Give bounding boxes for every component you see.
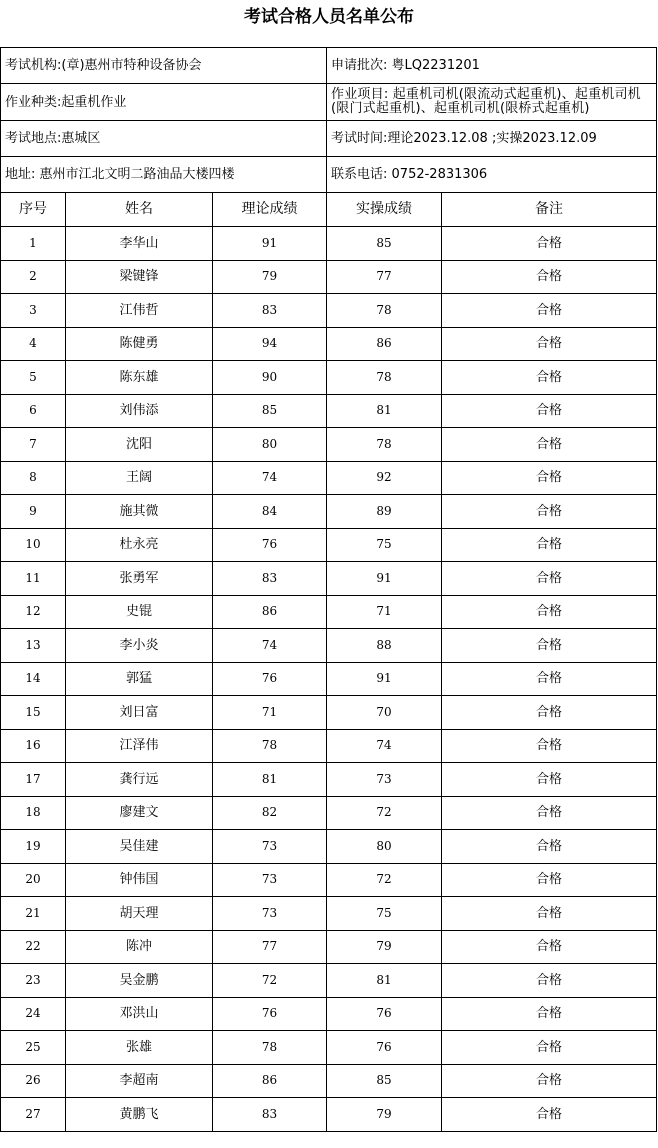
table-row [1,394,657,428]
table-row [1,629,657,663]
cell-practical-score: 79 [327,1098,442,1132]
cell-name: 廖建文 [66,796,213,830]
cell-index: 9 [1,495,66,529]
cell-name: 刘日富 [66,696,213,730]
table-row [1,729,657,763]
table-row [1,997,657,1031]
cell-name: 邓洪山 [66,997,213,1031]
cell-name: 江泽伟 [66,729,213,763]
cell-name: 郭猛 [66,662,213,696]
cell-index: 7 [1,428,66,462]
cell-practical-score: 74 [327,729,442,763]
page-title: 考试合格人员名单公布 [244,7,414,27]
cell-theory-score: 78 [213,729,327,763]
cell-practical-score: 80 [327,830,442,864]
cell-theory-score: 73 [213,863,327,897]
cell-index: 6 [1,394,66,428]
cell-remark: 合格 [442,696,657,730]
cell-theory-score: 73 [213,897,327,931]
cell-theory-score: 74 [213,461,327,495]
cell-practical-score: 79 [327,930,442,964]
cell-theory-score: 73 [213,830,327,864]
exam-org: 考试机构:(章)惠州市特种设备协会 [1,48,327,84]
cell-remark: 合格 [442,562,657,596]
approval-batch: 申请批次: 粤LQ2231201 [327,48,657,84]
cell-practical-score: 85 [327,227,442,261]
cell-name: 史锟 [66,595,213,629]
column-header: 备注 [442,193,657,227]
cell-theory-score: 84 [213,495,327,529]
cell-remark: 合格 [442,629,657,663]
cell-theory-score: 76 [213,528,327,562]
cell-remark: 合格 [442,897,657,931]
cell-index: 24 [1,997,66,1031]
cell-remark: 合格 [442,729,657,763]
cell-practical-score: 78 [327,428,442,462]
cell-practical-score: 77 [327,260,442,294]
cell-remark: 合格 [442,930,657,964]
table-row [1,1031,657,1065]
table-row [1,327,657,361]
cell-name: 钟伟国 [66,863,213,897]
table-row [1,428,657,462]
cell-theory-score: 81 [213,763,327,797]
cell-theory-score: 86 [213,595,327,629]
cell-name: 张勇军 [66,562,213,596]
cell-theory-score: 72 [213,964,327,998]
job-type: 作业种类:起重机作业 [1,84,327,121]
cell-name: 梁键锋 [66,260,213,294]
cell-index: 21 [1,897,66,931]
cell-practical-score: 91 [327,662,442,696]
cell-index: 11 [1,562,66,596]
cell-remark: 合格 [442,495,657,529]
cell-theory-score: 90 [213,361,327,395]
cell-practical-score: 78 [327,294,442,328]
cell-theory-score: 83 [213,294,327,328]
cell-practical-score: 89 [327,495,442,529]
cell-name: 杜永亮 [66,528,213,562]
cell-remark: 合格 [442,260,657,294]
cell-name: 陈东雄 [66,361,213,395]
cell-practical-score: 70 [327,696,442,730]
cell-index: 18 [1,796,66,830]
cell-index: 4 [1,327,66,361]
cell-index: 14 [1,662,66,696]
cell-theory-score: 83 [213,1098,327,1132]
cell-name: 吴金鹏 [66,964,213,998]
cell-index: 17 [1,763,66,797]
cell-practical-score: 72 [327,863,442,897]
exam-location: 考试地点:惠城区 [1,121,327,157]
cell-theory-score: 76 [213,997,327,1031]
cell-index: 22 [1,930,66,964]
table-row [1,260,657,294]
cell-theory-score: 71 [213,696,327,730]
cell-name: 李小炎 [66,629,213,663]
contact-phone: 联系电话: 0752-2831306 [327,157,657,193]
cell-theory-score: 79 [213,260,327,294]
cell-practical-score: 76 [327,997,442,1031]
cell-remark: 合格 [442,394,657,428]
cell-index: 3 [1,294,66,328]
cell-remark: 合格 [442,997,657,1031]
cell-remark: 合格 [442,1064,657,1098]
cell-theory-score: 82 [213,796,327,830]
cell-remark: 合格 [442,1031,657,1065]
cell-practical-score: 92 [327,461,442,495]
cell-remark: 合格 [442,964,657,998]
table-header [1,193,657,227]
cell-name: 李华山 [66,227,213,261]
cell-remark: 合格 [442,361,657,395]
cell-name: 吴佳建 [66,830,213,864]
cell-practical-score: 75 [327,897,442,931]
cell-theory-score: 77 [213,930,327,964]
table-row [1,662,657,696]
cell-remark: 合格 [442,830,657,864]
cell-index: 20 [1,863,66,897]
cell-practical-score: 81 [327,394,442,428]
address: 地址: 惠州市江北文明二路油品大楼四楼 [1,157,327,193]
cell-theory-score: 78 [213,1031,327,1065]
cell-name: 李超南 [66,1064,213,1098]
column-header: 序号 [1,193,66,227]
cell-remark: 合格 [442,863,657,897]
table-row [1,696,657,730]
cell-name: 沈阳 [66,428,213,462]
table-row [1,1064,657,1098]
table-row [1,294,657,328]
cell-practical-score: 76 [327,1031,442,1065]
table-row [1,562,657,596]
cell-remark: 合格 [442,461,657,495]
cell-remark: 合格 [442,1098,657,1132]
table-row [1,897,657,931]
table-row [1,528,657,562]
table-row [1,461,657,495]
table-row [1,1098,657,1132]
cell-remark: 合格 [442,428,657,462]
column-header: 姓名 [66,193,213,227]
cell-theory-score: 94 [213,327,327,361]
cell-index: 13 [1,629,66,663]
cell-remark: 合格 [442,595,657,629]
cell-index: 8 [1,461,66,495]
cell-remark: 合格 [442,662,657,696]
cell-index: 26 [1,1064,66,1098]
cell-theory-score: 76 [213,662,327,696]
table-row [1,361,657,395]
cell-practical-score: 72 [327,796,442,830]
exam-time: 考试时间:理论2023.12.08 ;实操2023.12.09 [327,121,657,157]
cell-theory-score: 91 [213,227,327,261]
cell-index: 23 [1,964,66,998]
table-row [1,763,657,797]
cell-name: 黄鹏飞 [66,1098,213,1132]
cell-remark: 合格 [442,327,657,361]
cell-index: 2 [1,260,66,294]
cell-practical-score: 71 [327,595,442,629]
cell-remark: 合格 [442,528,657,562]
cell-index: 5 [1,361,66,395]
cell-practical-score: 75 [327,528,442,562]
cell-name: 龚行远 [66,763,213,797]
results-table [0,47,657,1132]
cell-theory-score: 80 [213,428,327,462]
table-row [1,227,657,261]
table-row [1,796,657,830]
cell-name: 刘伟添 [66,394,213,428]
table-row [1,863,657,897]
cell-practical-score: 78 [327,361,442,395]
cell-index: 27 [1,1098,66,1132]
cell-name: 张雄 [66,1031,213,1065]
cell-index: 15 [1,696,66,730]
cell-index: 10 [1,528,66,562]
cell-index: 16 [1,729,66,763]
table-row [1,495,657,529]
job-items: 作业项目: 起重机司机(限流动式起重机)、起重机司机(限门式起重机)、起重机司机(限桥式起重机) [327,84,657,121]
cell-name: 陈健勇 [66,327,213,361]
table-row [1,930,657,964]
cell-name: 江伟哲 [66,294,213,328]
cell-index: 1 [1,227,66,261]
cell-theory-score: 83 [213,562,327,596]
cell-practical-score: 91 [327,562,442,596]
cell-name: 陈冲 [66,930,213,964]
table-row [1,595,657,629]
cell-remark: 合格 [442,294,657,328]
cell-name: 王阔 [66,461,213,495]
cell-index: 25 [1,1031,66,1065]
cell-practical-score: 81 [327,964,442,998]
cell-index: 19 [1,830,66,864]
table-row [1,964,657,998]
cell-practical-score: 86 [327,327,442,361]
table-row [1,830,657,864]
cell-practical-score: 73 [327,763,442,797]
cell-index: 12 [1,595,66,629]
cell-theory-score: 86 [213,1064,327,1098]
cell-practical-score: 85 [327,1064,442,1098]
cell-name: 胡天理 [66,897,213,931]
cell-theory-score: 85 [213,394,327,428]
column-header: 实操成绩 [327,193,442,227]
column-header: 理论成绩 [213,193,327,227]
cell-practical-score: 88 [327,629,442,663]
cell-name: 施其微 [66,495,213,529]
cell-remark: 合格 [442,227,657,261]
cell-remark: 合格 [442,796,657,830]
cell-remark: 合格 [442,763,657,797]
cell-theory-score: 74 [213,629,327,663]
